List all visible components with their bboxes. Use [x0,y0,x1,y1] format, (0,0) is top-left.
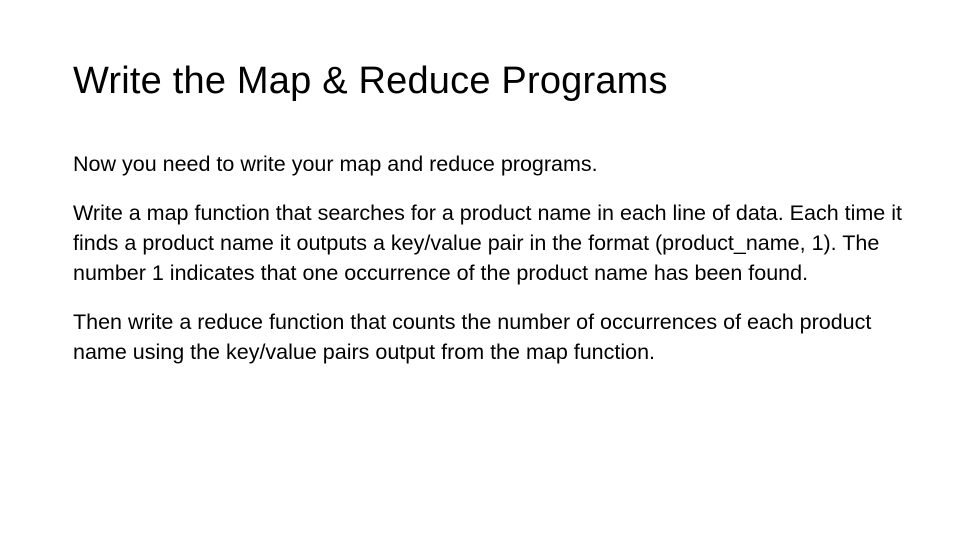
body-paragraph-reduce: Then write a reduce function that counts the number of occurrences of each product name using the key/value pairs output from the map function. [73,310,872,364]
slide-title: Write the Map & Reduce Programs [73,60,668,102]
slide-body [73,149,903,386]
body-paragraph-intro: Now you need to write your map and reduce programs. [73,152,598,176]
body-paragraph-map: Write a map function that searches for a product name in each line of data. Each time it finds a product name it outputs a key/value pair in the format (product_name, 1). The number 1 indicates that one occurrence of the product name has been found. [73,201,902,285]
